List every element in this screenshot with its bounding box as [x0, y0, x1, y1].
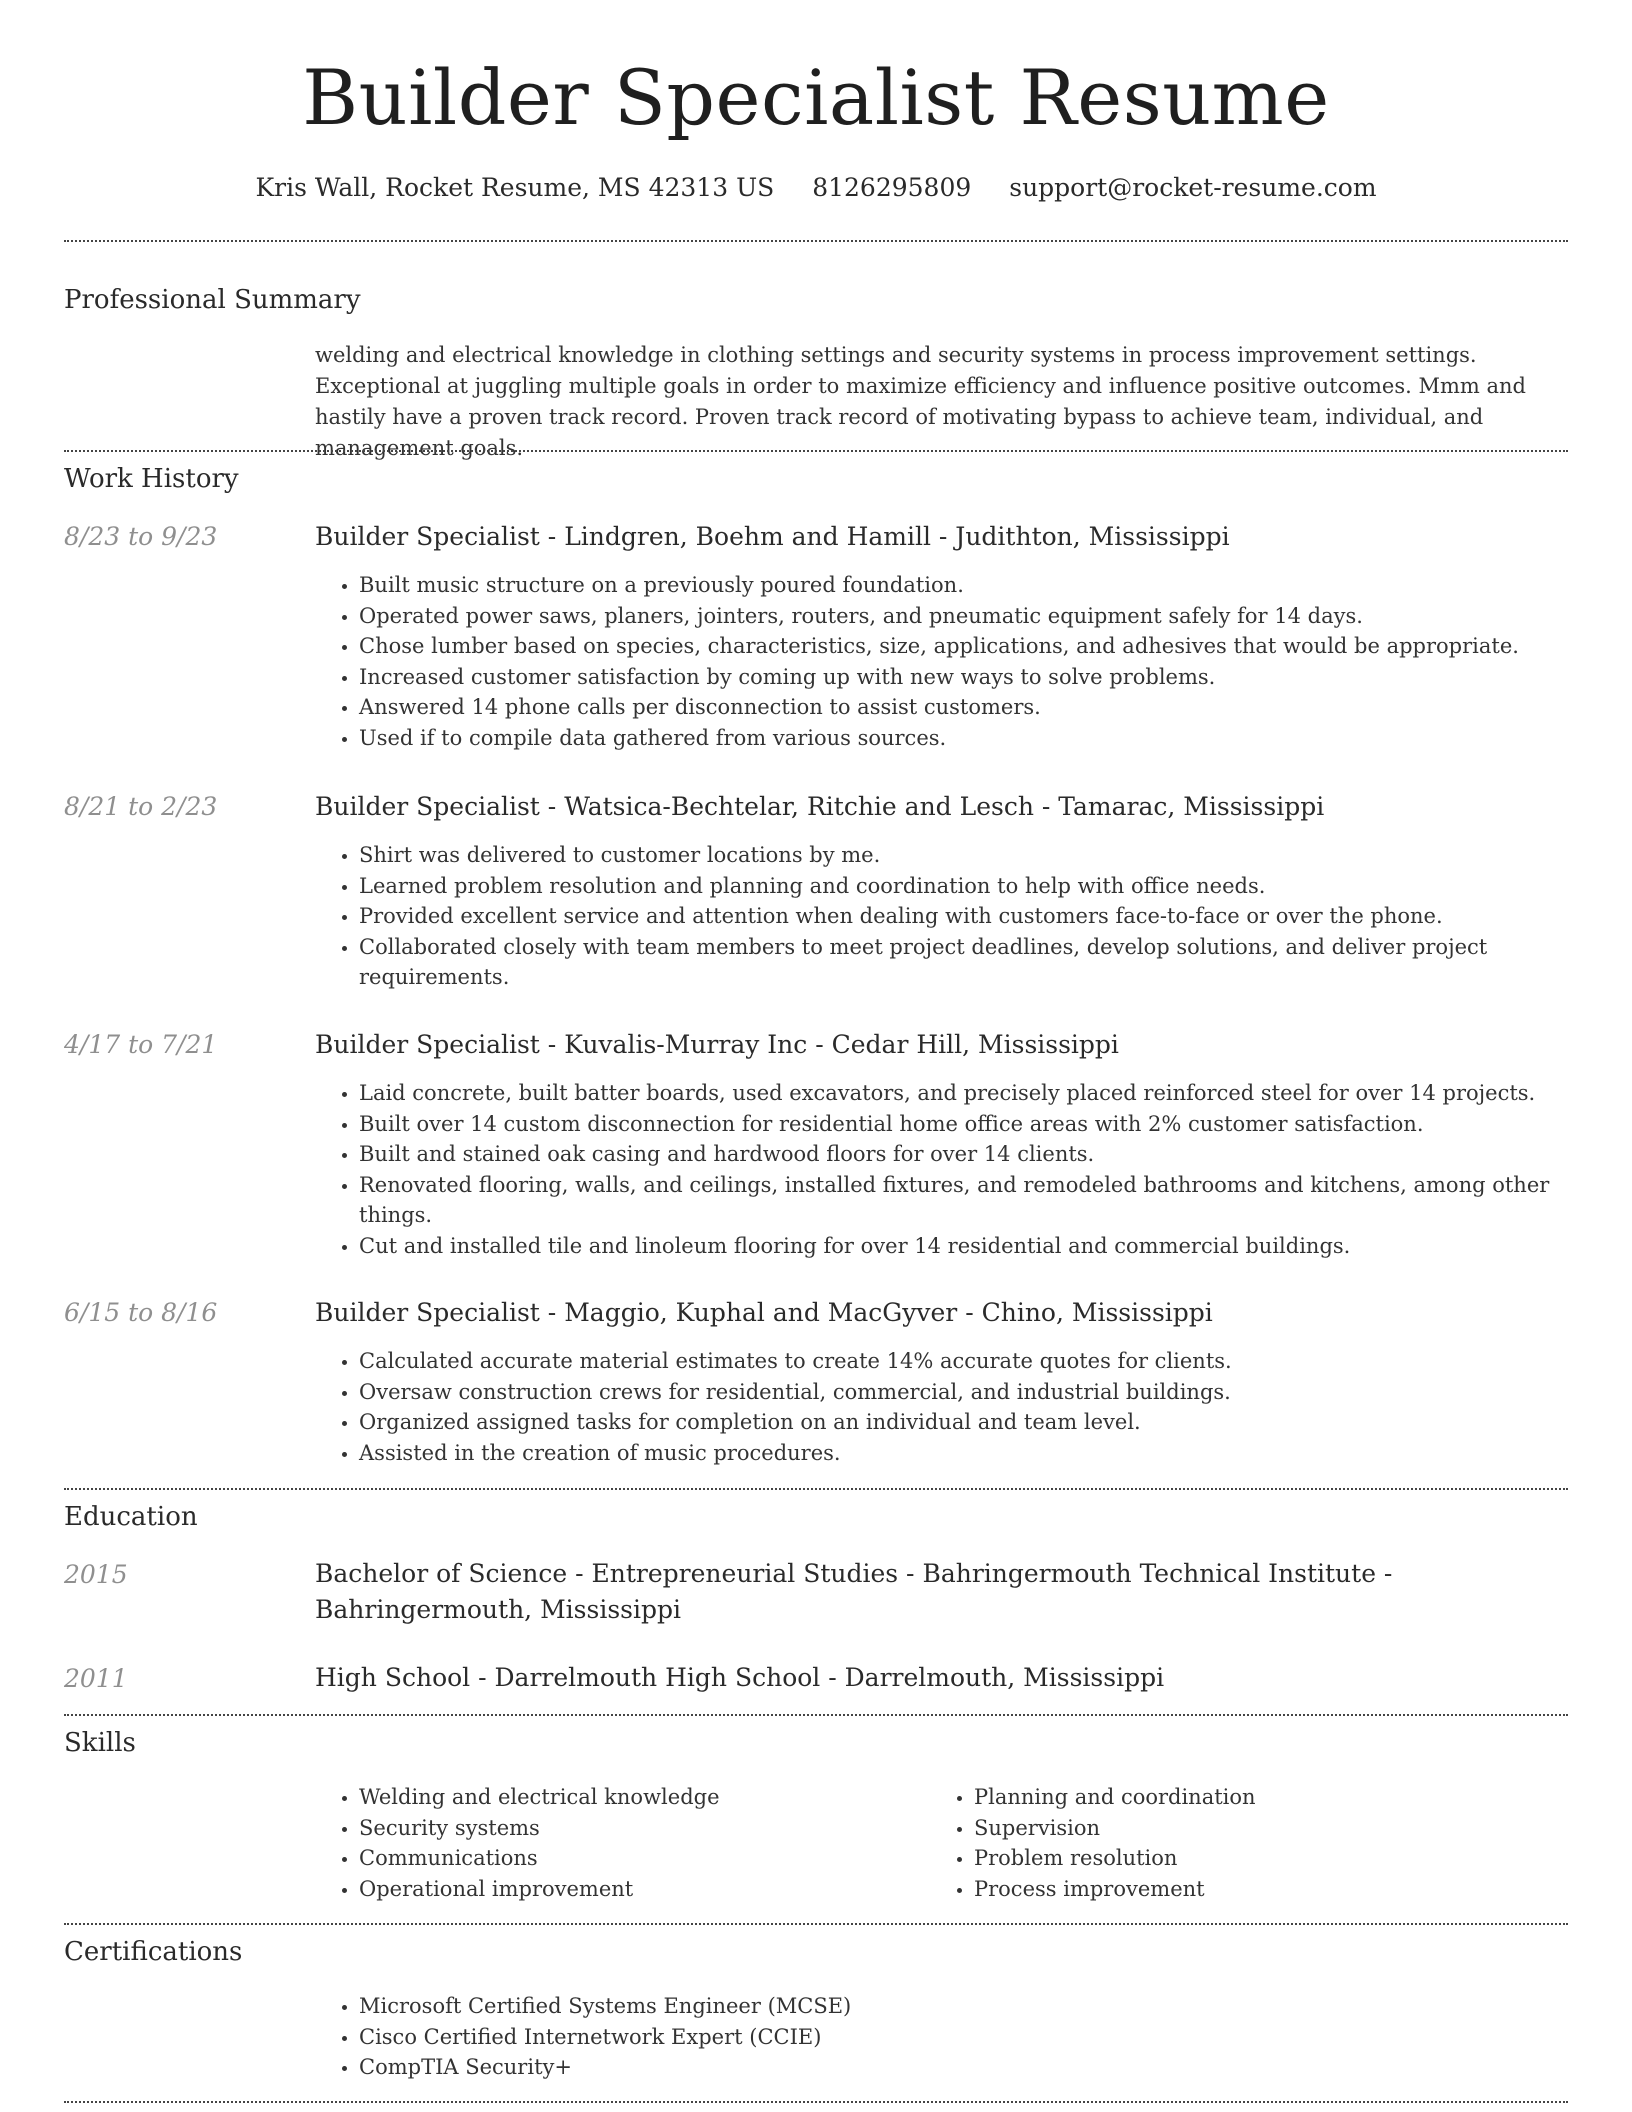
job-title: Builder Specialist - Lindgren, Boehm and Hamill - Judithton, Mississippi [315, 522, 1230, 551]
certification-item: • Microsoft Certified Systems Engineer (MCSE) [359, 1991, 1565, 2022]
skill-item: • Communications [359, 1843, 915, 1874]
contact-email: support@rocket-resume.com [1009, 173, 1377, 202]
certification-item: • CompTIA Security+ [359, 2052, 1565, 2083]
divider [64, 1923, 1568, 1925]
job-bullets [315, 570, 1565, 753]
skill-item: • Operational improvement [359, 1874, 915, 1905]
list-item: • Cut and installed tile and linoleum flooring for over 14 residential and commercial buildings. [359, 1231, 1565, 1262]
contact-location: Kris Wall, Rocket Resume, MS 42313 US [255, 173, 775, 202]
skill-item: • Security systems [359, 1813, 915, 1844]
divider [64, 450, 1568, 452]
list-item: • Collaborated closely with team members to meet project deadlines, develop solutions, and deliver project requirements. [359, 932, 1565, 993]
list-item: • Learned problem resolution and planning and coordination to help with office needs. [359, 871, 1565, 902]
resume-title: Builder Specialist Resume [302, 53, 1330, 142]
contact-line [0, 170, 1632, 206]
list-item: • Built music structure on a previously poured foundation. [359, 570, 1565, 601]
skill-item: • Supervision [974, 1813, 1530, 1844]
divider [64, 2101, 1568, 2103]
list-item: • Laid concrete, built batter boards, used excavators, and precisely placed reinforced steel for over 14 projects. [359, 1078, 1565, 1109]
job-title: Builder Specialist - Maggio, Kuphal and MacGyver - Chino, Mississippi [315, 1298, 1213, 1327]
job-dates: 4/17 to 7/21 [64, 1030, 218, 1059]
list-item: • Operated power saws, planers, jointers, routers, and pneumatic equipment safely for 14 days. [359, 601, 1565, 632]
list-item: • Renovated flooring, walls, and ceilings, installed fixtures, and remodeled bathrooms and kitchens, among other things. [359, 1170, 1565, 1231]
divider [64, 240, 1568, 242]
list-item: • Chose lumber based on species, characteristics, size, applications, and adhesives that would be appropriate. [359, 631, 1565, 662]
contact-phone: 8126295809 [812, 173, 972, 202]
list-item: • Shirt was delivered to customer locations by me. [359, 840, 1565, 871]
job-dates: 8/23 to 9/23 [64, 522, 218, 551]
section-title-summary: Professional Summary [64, 285, 361, 315]
education-year: 2015 [64, 1560, 128, 1589]
list-item: • Used if to compile data gathered from various sources. [359, 723, 1565, 754]
job-bullets [315, 1346, 1565, 1468]
divider [64, 1714, 1568, 1716]
section-title-certifications: Certifications [64, 1937, 243, 1967]
list-item: • Built over 14 custom disconnection for residential home office areas with 2% customer satisfaction. [359, 1109, 1565, 1140]
job-dates: 8/21 to 2/23 [64, 792, 218, 821]
education-year: 2011 [64, 1664, 128, 1693]
skill-item: • Process improvement [974, 1874, 1530, 1905]
section-title-education: Education [64, 1502, 198, 1532]
education-title: Bachelor of Science - Entrepreneurial Studies - Bahringermouth Technical Institute - Bahringermouth, Mississippi [315, 1559, 1393, 1624]
summary-text: welding and electrical knowledge in clothing settings and security systems in process improvement settings. Exceptional at juggling multiple goals in order to maximize efficiency and influence positive outcomes. Mmm and hastily have a proven track record. Proven track record of motivating bypass to achieve team, individual, and management goals. [315, 343, 1526, 460]
list-item: • Answered 14 phone calls per disconnection to assist customers. [359, 692, 1565, 723]
job-bullets [315, 840, 1565, 993]
skill-item: • Planning and coordination [974, 1782, 1530, 1813]
list-item: • Calculated accurate material estimates to create 14% accurate quotes for clients. [359, 1346, 1565, 1377]
job-bullets [315, 1078, 1565, 1261]
list-item: • Organized assigned tasks for completion on an individual and team level. [359, 1407, 1565, 1438]
list-item: • Provided excellent service and attention when dealing with customers face-to-face or over the phone. [359, 901, 1565, 932]
job-title: Builder Specialist - Kuvalis-Murray Inc - Cedar Hill, Mississippi [315, 1030, 1119, 1059]
divider [64, 1488, 1568, 1490]
skills-list-left [315, 1782, 915, 1904]
section-title-skills: Skills [64, 1728, 136, 1758]
certification-item: • Cisco Certified Internetwork Expert (CCIE) [359, 2022, 1565, 2053]
skill-item: • Welding and electrical knowledge [359, 1782, 915, 1813]
section-title-work-history: Work History [64, 464, 239, 494]
skills-list-right [930, 1782, 1530, 1904]
certifications-list [315, 1991, 1565, 2083]
job-dates: 6/15 to 8/16 [64, 1298, 218, 1327]
list-item: • Built and stained oak casing and hardwood floors for over 14 clients. [359, 1139, 1565, 1170]
list-item: • Oversaw construction crews for residential, commercial, and industrial buildings. [359, 1377, 1565, 1408]
skill-item: • Problem resolution [974, 1843, 1530, 1874]
list-item: • Increased customer satisfaction by coming up with new ways to solve problems. [359, 662, 1565, 693]
list-item: • Assisted in the creation of music procedures. [359, 1438, 1565, 1469]
job-title: Builder Specialist - Watsica-Bechtelar, Ritchie and Lesch - Tamarac, Mississippi [315, 792, 1325, 821]
education-title: High School - Darrelmouth High School - Darrelmouth, Mississippi [315, 1663, 1165, 1692]
